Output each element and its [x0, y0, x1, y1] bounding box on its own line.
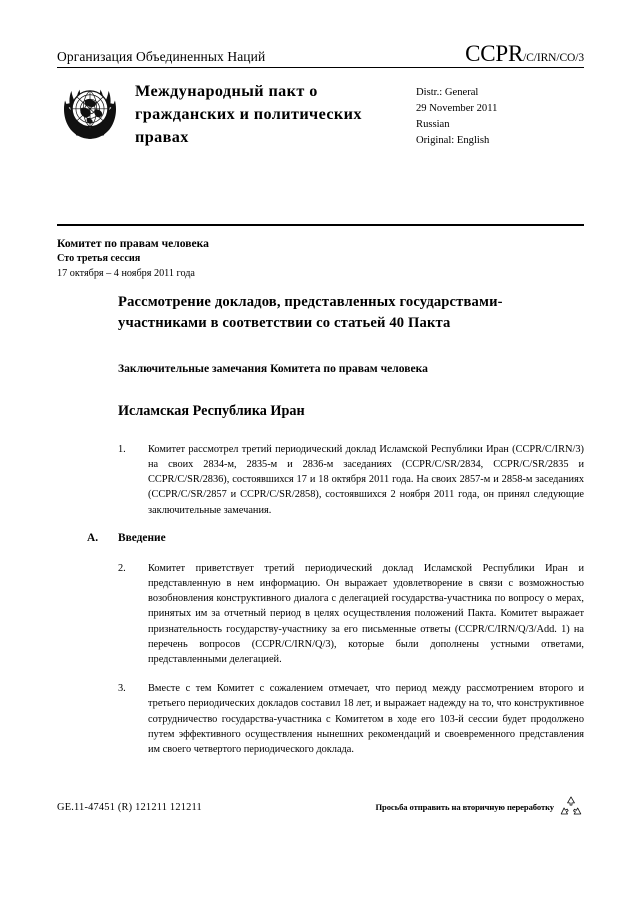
document-header: [57, 42, 584, 149]
document-symbol-main: CCPR: [465, 41, 524, 66]
paragraph-2: [118, 561, 584, 667]
masthead: [57, 79, 584, 149]
paragraph-3: [118, 681, 584, 757]
recycle-icon: [558, 795, 584, 819]
committee-dates: 17 октября – 4 ноября 2011 года: [57, 268, 195, 280]
document-symbol-suffix: /C/IRN/CO/3: [523, 52, 584, 64]
organization-name: Организация Объединенных Наций: [57, 49, 266, 65]
document-subtitle: Заключительные замечания Комитета по правам человека: [118, 361, 428, 375]
paragraph-text: Комитет рассмотрел третий периодический доклад Исламской Республики Иран (CCPR/C/IRN/3) на своих 2834-м, 2835-м и 2836-м заседаниях (CCPR/C/SR/2834, CCPR/C/SR/2835 и CCPR/C/SR/2836), состоявшихся 17 и 18 октября 2011 года. На своих 2857-м и 2858-м заседаниях (CCPR/C/SR/2857 и CCPR/C/SR/2858), состоявшихся 2 ноября 2011 года, он принял следующие заключительные замечания.: [148, 443, 584, 516]
section-heading-a: [87, 532, 584, 544]
distribution-date: 29 November 2011: [416, 103, 498, 115]
section-divider-rule: [57, 224, 584, 226]
un-emblem-icon: [58, 80, 122, 144]
section-letter: A.: [87, 531, 99, 544]
distribution-original: Original: English: [416, 135, 490, 147]
recycle-text: Просьба отправить на вторичную переработку: [375, 802, 554, 812]
paragraph-number: 1.: [118, 443, 126, 455]
committee-session: Сто третья сессия: [57, 252, 141, 264]
distribution-block: [416, 79, 584, 149]
paragraph-number: 3.: [118, 683, 126, 695]
distribution-language: Russian: [416, 119, 450, 131]
paragraph-text: Вместе с тем Комитет с сожалением отмечает, что период между рассмотрением второго и третьего периодических докладов составил 18 лет, и выражает надежду на то, что конструктивное сотрудничество государства-участника с Комитетом в ходе его 103-й сессии будет продолжено путем эффективного осуществления нынешних рекомендаций и своевременного представления им своего четвертого периодического доклада.: [148, 683, 584, 755]
organization-line: [57, 42, 584, 67]
paragraph-number: 2.: [118, 562, 126, 574]
paragraph-1: [118, 442, 584, 518]
distribution-type: Distr.: General: [416, 87, 479, 98]
country-heading: Исламская Республика Иран: [118, 402, 305, 419]
committee-name: Комитет по правам человека: [57, 237, 209, 250]
page-title: Рассмотрение докладов, представленных государствами-участниками в соответствии со статьей 40 Пакта: [118, 294, 503, 332]
paragraph-text: Комитет приветствует третий периодический доклад Исламской Республики Иран и представленную в нем информацию. Он выражает удовлетворение в связи с возможностью возобновления конструктивного диалога с делегацией государства-участника по вопросу о мерах, принятых им за отчетный период в целях осуществления положений Пакта. Комитет выражает признательность государству-участнику за его письменные ответы (CCPR/C/IRN/Q/3/Add. 1) на перечень вопросов (CCPR/C/IRN/Q/3), которые были дополнены устными ответами, представленными делегацией.: [148, 562, 584, 665]
document-symbol: [465, 42, 584, 65]
masthead-title: Международный пакт о гражданских и политических правах: [135, 82, 362, 146]
section-title: Введение: [118, 531, 166, 544]
document-body: [87, 292, 584, 771]
document-footer: [57, 795, 584, 819]
committee-block: [57, 236, 584, 282]
document-code: GE.11-47451 (R) 121211 121211: [57, 801, 202, 813]
header-divider: [57, 67, 584, 68]
recycle-notice: [375, 795, 584, 819]
